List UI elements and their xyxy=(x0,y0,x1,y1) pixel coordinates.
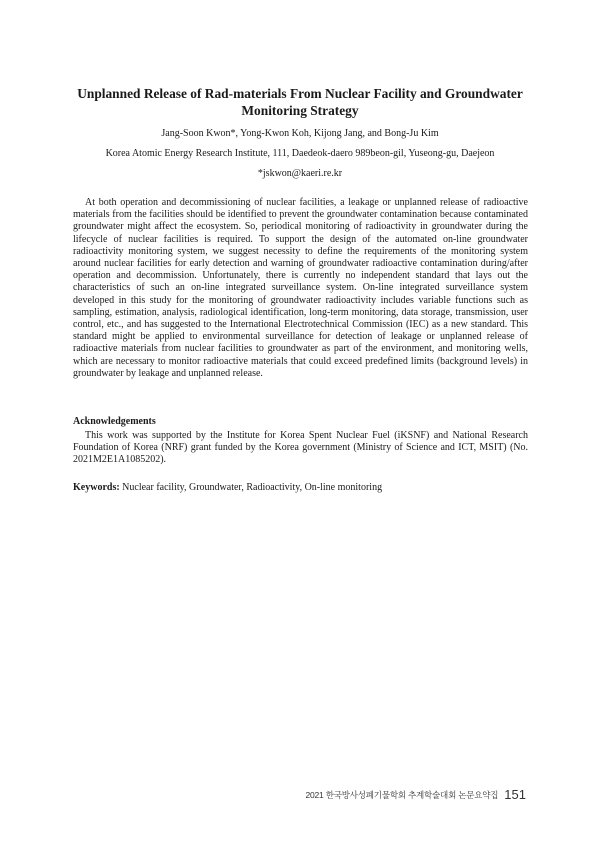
page-footer xyxy=(305,786,526,804)
corresponding-email: *jskwon@kaeri.re.kr xyxy=(257,168,343,179)
keywords-line xyxy=(73,482,528,494)
affiliation: Korea Atomic Energy Research Institute, 111, Daedeok-daero 989beon-gil, Yuseong-gu, Daejeon xyxy=(105,148,495,159)
author-list: Jang-Soon Kwon*, Yong-Kwon Koh, Kijong Jang, and Bong-Ju Kim xyxy=(161,128,439,139)
page-number: 151 xyxy=(504,787,526,803)
acknowledgements-body: This work was supported by the Institute for Korea Spent Nuclear Fuel (iKSNF) and National Research Foundation of Korea (NRF) grant funded by the Korea government (Ministry of Science and ICT, MSIT) (No. 2021M2E1A1085202). xyxy=(73,430,528,466)
abstract-body: At both operation and decommissioning of nuclear facilities, a leakage or unplanned release of radioactive materials from the facilities should be identified to prevent the groundwater contamination because contaminated groundwater might affect the ecosystem. So, periodical monitoring of radioactivity in groundwater during the lifecycle of nuclear facilities is required. To support the design of the automated on-line groundwater radioactivity monitoring system, we suggest necessity to define the requirements of the monitoring system around nuclear facilities for early detection and warning of groundwater radioactive contamination during/after operation and decommission. Unfortunately, there is currently no independent standard that lays out the characteristics of such an on-line integrated surveillance system. On-line integrated surveillance system developed in this study for the monitoring of groundwater radioactivity includes variable functions such as sampling, estimation, analysis, radiological identification, long-term monitoring, data storage, transmission, user control, etc., and has suggested to the International Electrotechnical Commission (IEC) as a new standard. This standard might be applied to environmental surveillance for detection of leakage or unplanned release of radioactive materials from nuclear facilities to groundwater as part of the environment, and monitoring wells, which are necessary to monitor radioactive materials that could exceed predefined limits (background levels) in groundwater by leakage and unplanned release. xyxy=(73,197,528,379)
conference-name: 2021 한국방사성폐기물학회 추계학술대회 논문요약집 xyxy=(305,789,499,800)
keywords-list: Nuclear facility, Groundwater, Radioactivity, On-line monitoring xyxy=(122,482,383,493)
keywords-label: Keywords: xyxy=(73,482,120,493)
paper-title: Unplanned Release of Rad-materials From Nuclear Facility and Groundwater Monitoring Strategy xyxy=(77,86,523,118)
acknowledgements-heading: Acknowledgements xyxy=(73,416,156,427)
